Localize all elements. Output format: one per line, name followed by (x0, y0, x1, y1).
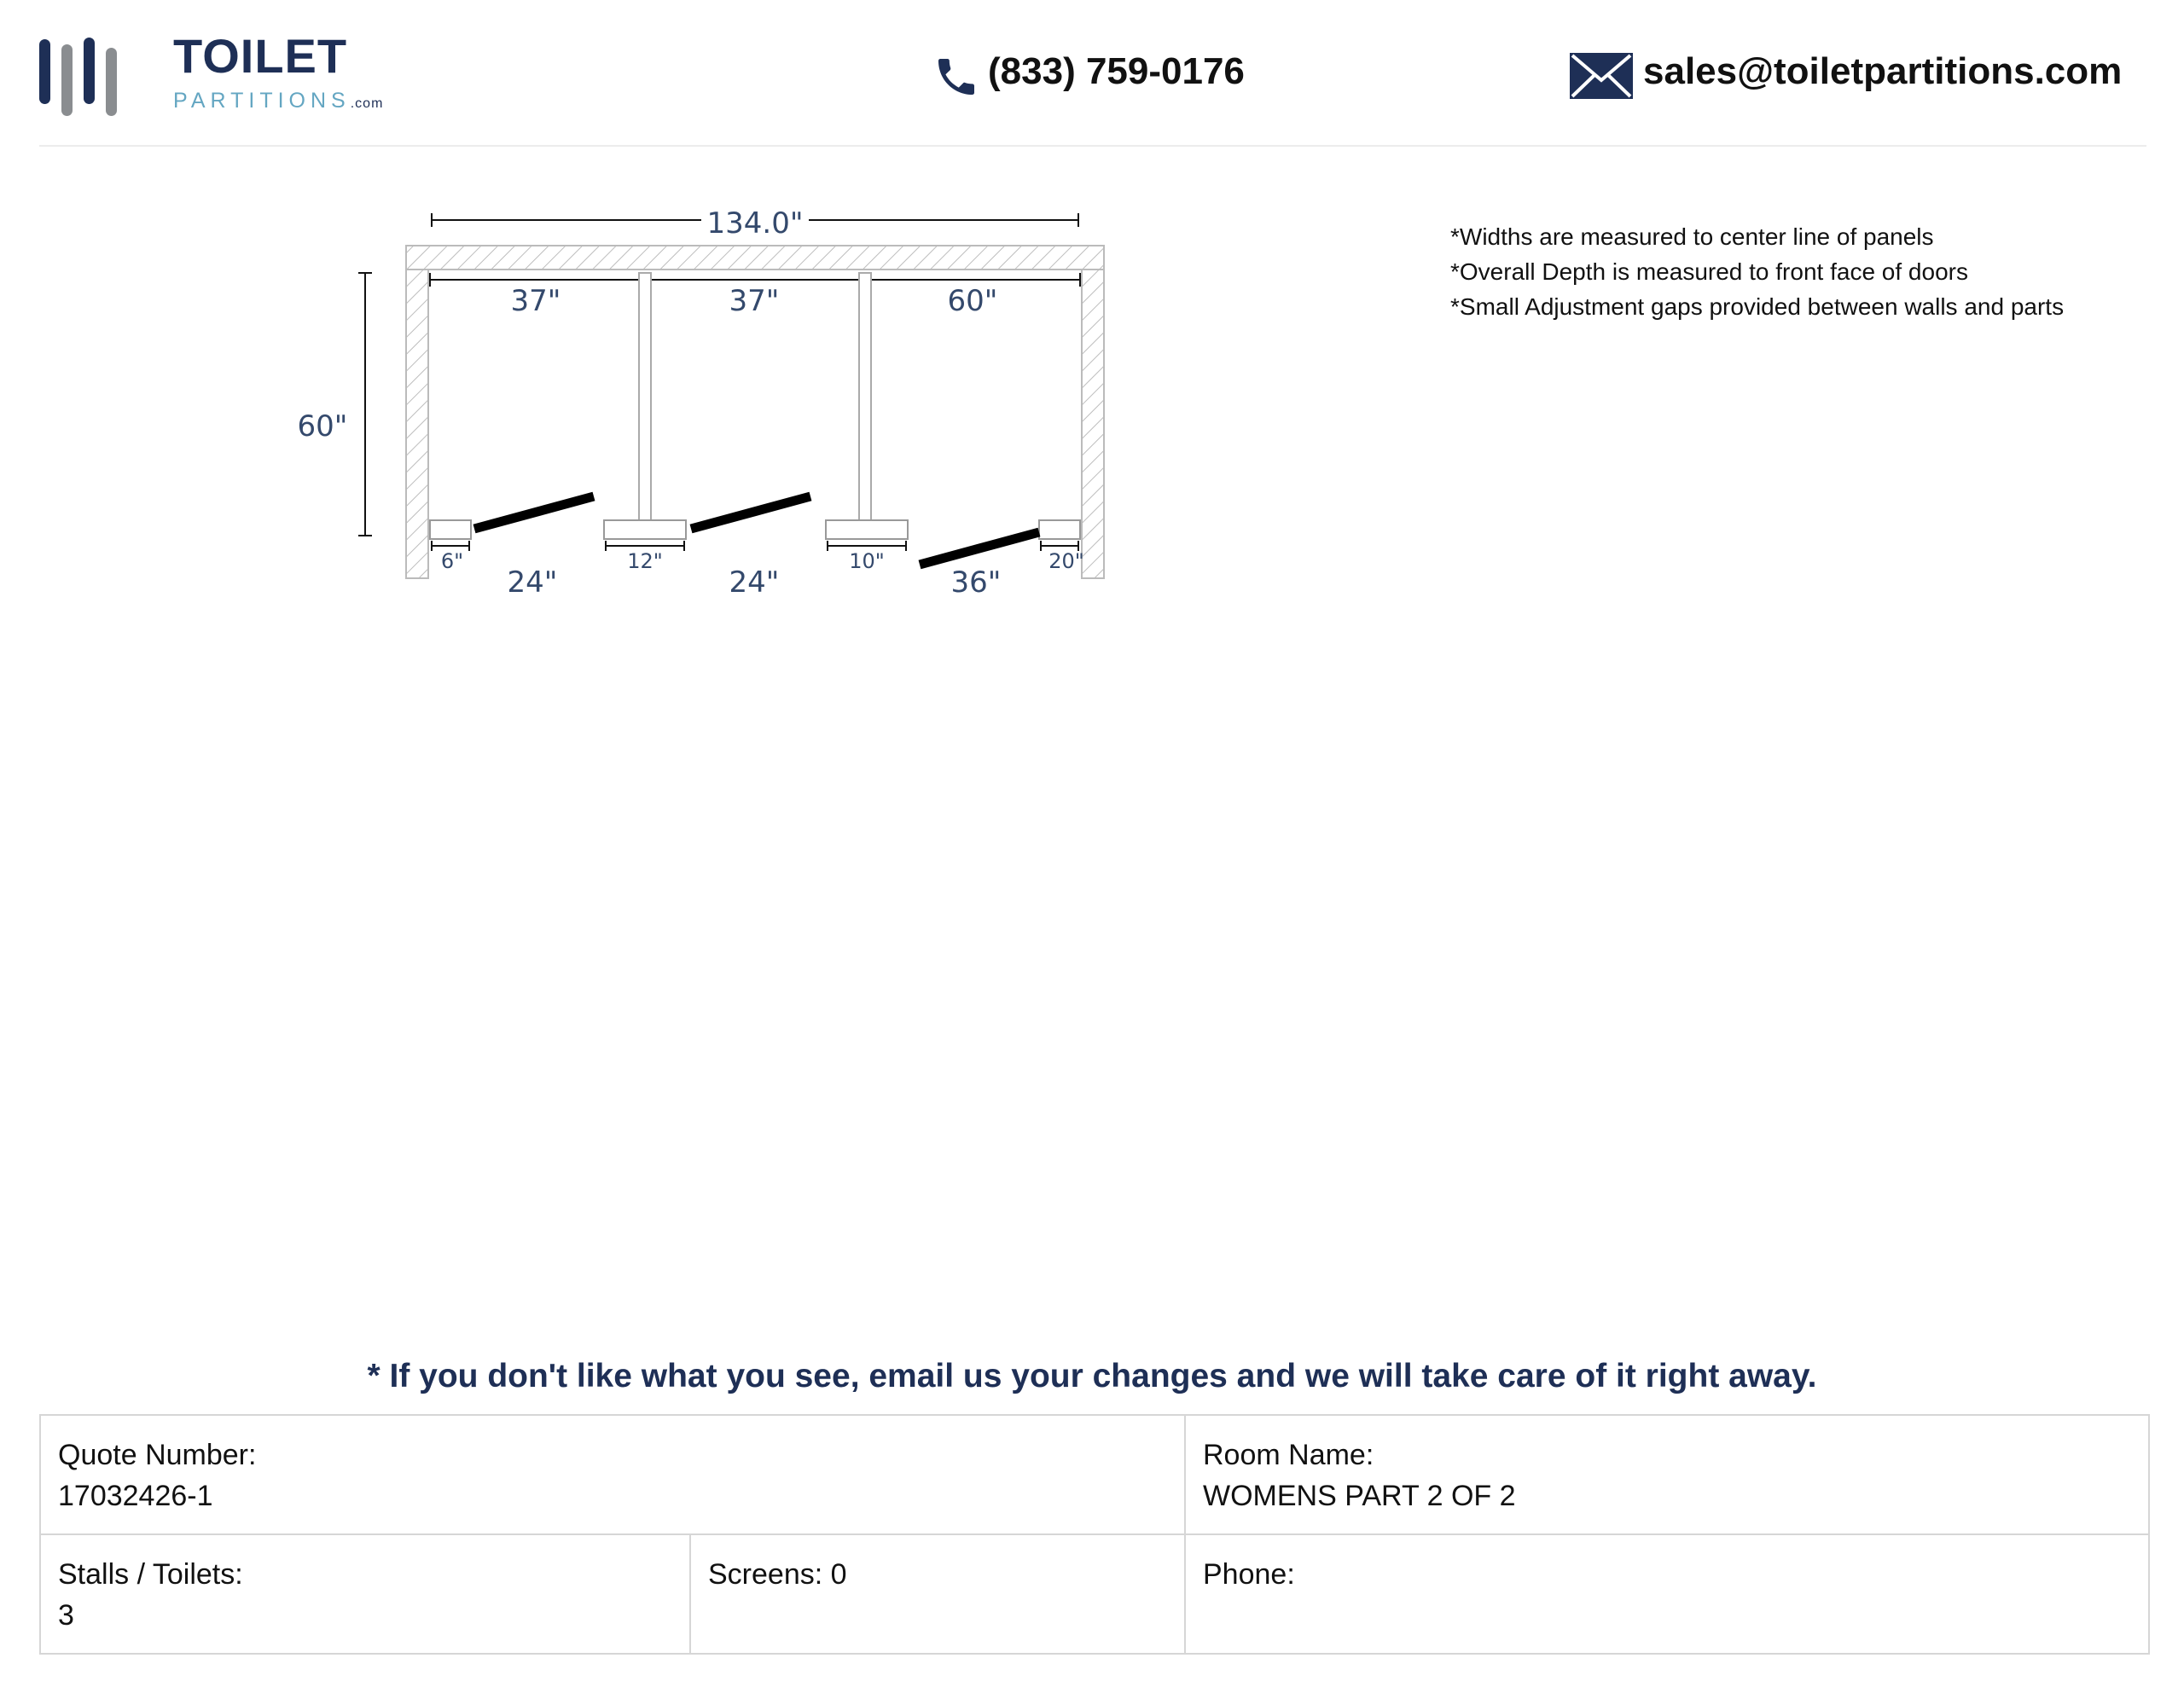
stall-width-3: 60" (947, 284, 998, 318)
door (474, 496, 594, 529)
room-name-cell (1186, 1416, 2148, 1533)
overall-width-label: 134.0" (706, 206, 804, 241)
partition-plan-drawing (0, 0, 1194, 614)
pilaster (604, 520, 686, 539)
divider-panel (859, 273, 871, 520)
note-center-line: *Widths are measured to center line of panels (1450, 223, 1934, 250)
divider-panel (639, 273, 651, 520)
left-wall (406, 270, 428, 578)
phone-label: Phone: (1203, 1558, 1295, 1591)
depth-dimension (298, 273, 372, 536)
pilaster (430, 520, 471, 539)
quote-info-table (39, 1414, 2150, 1655)
phone-number[interactable]: (833) 759-0176 (988, 50, 1245, 92)
depth-label: 60" (297, 409, 348, 443)
stalls-cell (41, 1535, 689, 1653)
quote-number-value: 17032426-1 (58, 1480, 213, 1512)
room-name-value: WOMENS PART 2 OF 2 (1203, 1480, 1516, 1512)
pilaster-width-1: 6" (440, 549, 464, 573)
note-adjustment-gaps: *Small Adjustment gaps provided between walls and parts (1450, 293, 2065, 320)
logo-subtitle: PARTITIONS.com (173, 89, 384, 113)
note-overall-depth: *Overall Depth is measured to front face of doors (1450, 258, 1968, 285)
screens-label: Screens: 0 (708, 1558, 847, 1591)
logo-title: TOILET (173, 29, 348, 83)
envelope-icon (1570, 53, 1633, 99)
pilaster-width-3: 10" (849, 549, 885, 573)
back-wall (406, 246, 1104, 270)
pilaster (826, 520, 908, 539)
door-width-2: 24" (729, 565, 780, 600)
quote-number-cell (41, 1416, 1184, 1533)
pilaster-width-2: 12" (627, 549, 663, 573)
pilaster-width-4: 20" (1048, 549, 1084, 573)
door (920, 532, 1039, 565)
logo-suffix: .com (350, 96, 384, 111)
room-name-label: Room Name: (1203, 1439, 1374, 1471)
screens-cell (691, 1535, 1184, 1653)
phone-cell (1186, 1535, 2148, 1653)
stall-width-1: 37" (510, 284, 561, 318)
right-wall (1082, 270, 1104, 578)
door-width-3: 36" (950, 565, 1002, 600)
stall-width-2: 37" (729, 284, 780, 318)
quote-number-label: Quote Number: (58, 1439, 257, 1471)
door-width-1: 24" (507, 565, 558, 600)
door (691, 496, 810, 529)
stalls-label: Stalls / Toilets: (58, 1558, 243, 1591)
changes-message: * If you don't like what you see, email us your changes and we will take care of it right away. (367, 1358, 1817, 1394)
overall-width-dimension (432, 206, 1078, 241)
email-address[interactable]: sales@toiletpartitions.com (1643, 50, 2123, 92)
pilaster (1039, 520, 1080, 539)
stalls-value: 3 (58, 1599, 74, 1632)
